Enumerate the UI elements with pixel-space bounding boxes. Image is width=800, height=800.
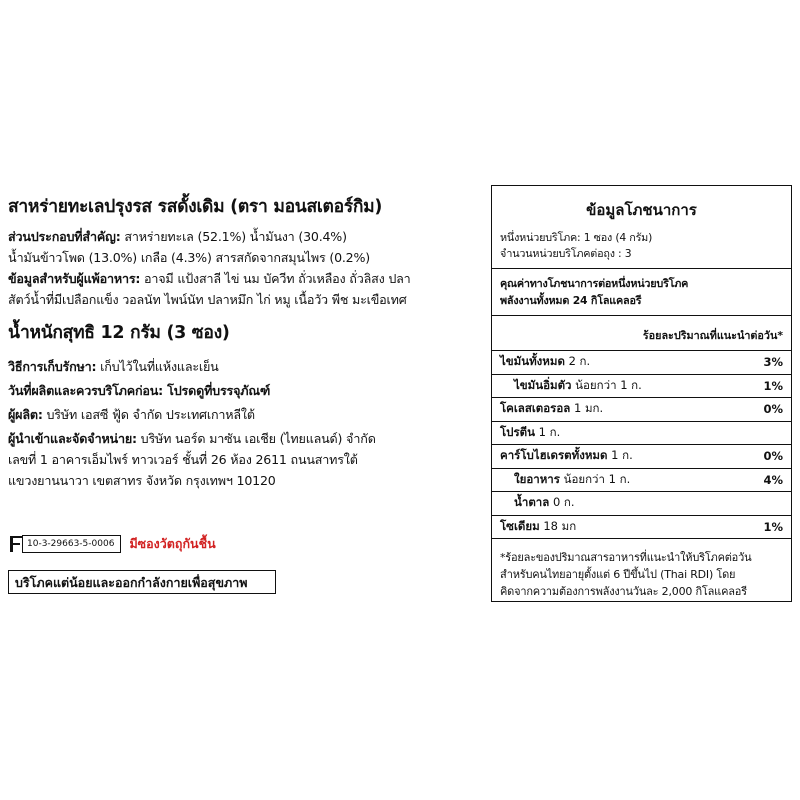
importer-line-3: แขวงยานนาวา เขตสาทร จังหวัด กรุงเทพฯ 10120 <box>8 473 276 488</box>
storage-value: เก็บไว้ในที่แห้งและเย็น <box>96 359 219 374</box>
nutrient-row <box>492 350 791 374</box>
storage-label: วิธีการเก็บรักษา: <box>8 359 97 374</box>
nutrient-amount: น้อยกว่า 1 ก. <box>571 377 642 392</box>
fda-registration <box>8 534 216 554</box>
nutrient-row <box>492 397 791 421</box>
nutrient-name: คาร์โบไฮเดรตทั้งหมด <box>500 448 608 463</box>
nutrient-pct: 0% <box>763 402 783 417</box>
net-weight: น้ำหนักสุทธิ 12 กรัม (3 ซอง) <box>8 323 230 343</box>
allergy-text-1: อาจมี แป้งสาลี ไข่ นม บัควีท ถั่วเหลือง ถั่วลิสง ปลา <box>140 271 411 286</box>
nutrient-row <box>492 468 791 492</box>
energy-section <box>492 269 791 316</box>
allergy-label: ข้อมูลสำหรับผู้แพ้อาหาร: <box>8 271 141 286</box>
footnote-line-3: คิดจากความต้องการพลังงานวันละ 2,000 กิโลแคลอรี <box>500 585 747 598</box>
maker-line <box>8 404 478 425</box>
nutrient-table <box>492 316 791 600</box>
date-label: วันที่ผลิตและควรบริโภคก่อน: โปรดดูที่บรรจุภัณฑ์ <box>8 383 271 398</box>
importer-line-1 <box>8 428 478 449</box>
energy-total: พลังงานทั้งหมด 24 กิโลแคลอรี <box>500 294 642 307</box>
rdi-footnote <box>492 539 791 600</box>
product-title: สาหร่ายทะเลปรุงรส รสดั้งเดิม (ตรา มอนสเตอร์กิม) <box>8 197 383 217</box>
serving-size: หนึ่งหน่วยบริโภค: 1 ซอง (4 กรัม) <box>500 231 653 244</box>
nutrient-pct: 3% <box>763 355 783 370</box>
nutrient-name: โปรตีน <box>500 424 535 439</box>
nutrient-amount: 0 ก. <box>549 495 575 510</box>
rdi-header: ร้อยละปริมาณที่แนะนำต่อวัน* <box>642 329 783 342</box>
nutrient-pct: 4% <box>763 472 783 487</box>
nutrition-title: ข้อมูลโภชนาการ <box>586 201 697 219</box>
date-line <box>8 380 478 401</box>
fda-number: 10-3-29663-5-0006 <box>22 535 121 553</box>
allergy-line-2: สัตว์น้ำที่มีเปลือกแข็ง วอลนัท ไพน์นัท ปลาหมึก ไก่ หมู เนื้อวัว พีช มะเขือเทศ <box>8 292 407 307</box>
footnote-line-2: สำหรับคนไทยอายุตั้งแต่ 6 ปีขึ้นไป (Thai RDI) โดย <box>500 568 736 581</box>
nutrient-name: น้ำตาล <box>514 495 550 510</box>
ingredients-label: ส่วนประกอบที่สำคัญ: <box>8 229 121 244</box>
nutrient-pct: 1% <box>763 378 783 393</box>
nutrient-amount: 1 ก. <box>607 448 633 463</box>
nutrient-amount: 2 ก. <box>564 354 591 369</box>
nutrition-header-section <box>492 198 791 269</box>
nutrient-row <box>492 515 791 540</box>
nutrient-amount: 18 มก <box>539 518 577 533</box>
nutrient-amount: 1 มก. <box>570 401 604 416</box>
nutrient-pct: 1% <box>763 519 783 534</box>
fda-stamp <box>8 535 121 553</box>
maker-value: บริษัท เอสซี ฟู้ด จำกัด ประเทศเกาหลีใต้ <box>42 407 255 422</box>
allergy-line-1 <box>8 268 478 289</box>
nutrition-facts-panel <box>491 185 792 602</box>
nutrient-amount: น้อยกว่า 1 ก. <box>559 471 631 486</box>
nutrient-name: ไขมันทั้งหมด <box>500 354 565 369</box>
nutrient-row <box>492 491 791 515</box>
per-serving-label: คุณค่าทางโภชนาการต่อหนึ่งหน่วยบริโภค <box>500 277 689 290</box>
nutrient-name: ไขมันอิ่มตัว <box>514 377 572 392</box>
nutrient-row <box>492 444 791 468</box>
nutrient-row <box>492 374 791 398</box>
desiccant-warning: มีซองวัตถุกันชื้น <box>129 536 216 551</box>
label-info <box>8 192 478 491</box>
nutrient-pct: 0% <box>763 449 783 464</box>
servings-per-pack: จำนวนหน่วยบริโภคต่อถุง : 3 <box>500 247 632 260</box>
ingredients-line-2: น้ำมันข้าวโพด (13.0%) เกลือ (4.3%) สารสกัดจากสมุนไพร (0.2%) <box>8 250 370 265</box>
footnote-line-1: *ร้อยละของปริมาณสารอาหารที่แนะนำให้บริโภคต่อวัน <box>500 551 752 564</box>
nutrient-name: โซเดียม <box>500 518 540 533</box>
maker-label: ผู้ผลิต: <box>8 407 43 422</box>
storage-line <box>8 356 478 377</box>
nutrient-row <box>492 421 791 445</box>
health-slogan: บริโภคแต่น้อยและออกกำลังกายเพื่อสุขภาพ <box>8 570 276 594</box>
importer-line-2: เลขที่ 1 อาคารเอ็มไพร์ ทาวเวอร์ ชั้นที่ 26 ห้อง 2611 ถนนสาทรใต้ <box>8 452 358 467</box>
ingredients-text-1: สาหร่ายทะเล (52.1%) น้ำมันงา (30.4%) <box>120 229 347 244</box>
importer-label: ผู้นำเข้าและจัดจำหน่าย: <box>8 431 137 446</box>
nutrient-name: ใยอาหาร <box>514 471 560 486</box>
importer-text-1: บริษัท นอร์ด มาซัน เอเชีย (ไทยแลนด์) จำกัด <box>136 431 376 446</box>
nutrient-amount: 1 ก. <box>534 424 561 439</box>
nutrient-name: โคเลสเตอรอล <box>500 401 571 416</box>
ingredients-line-1 <box>8 226 478 247</box>
